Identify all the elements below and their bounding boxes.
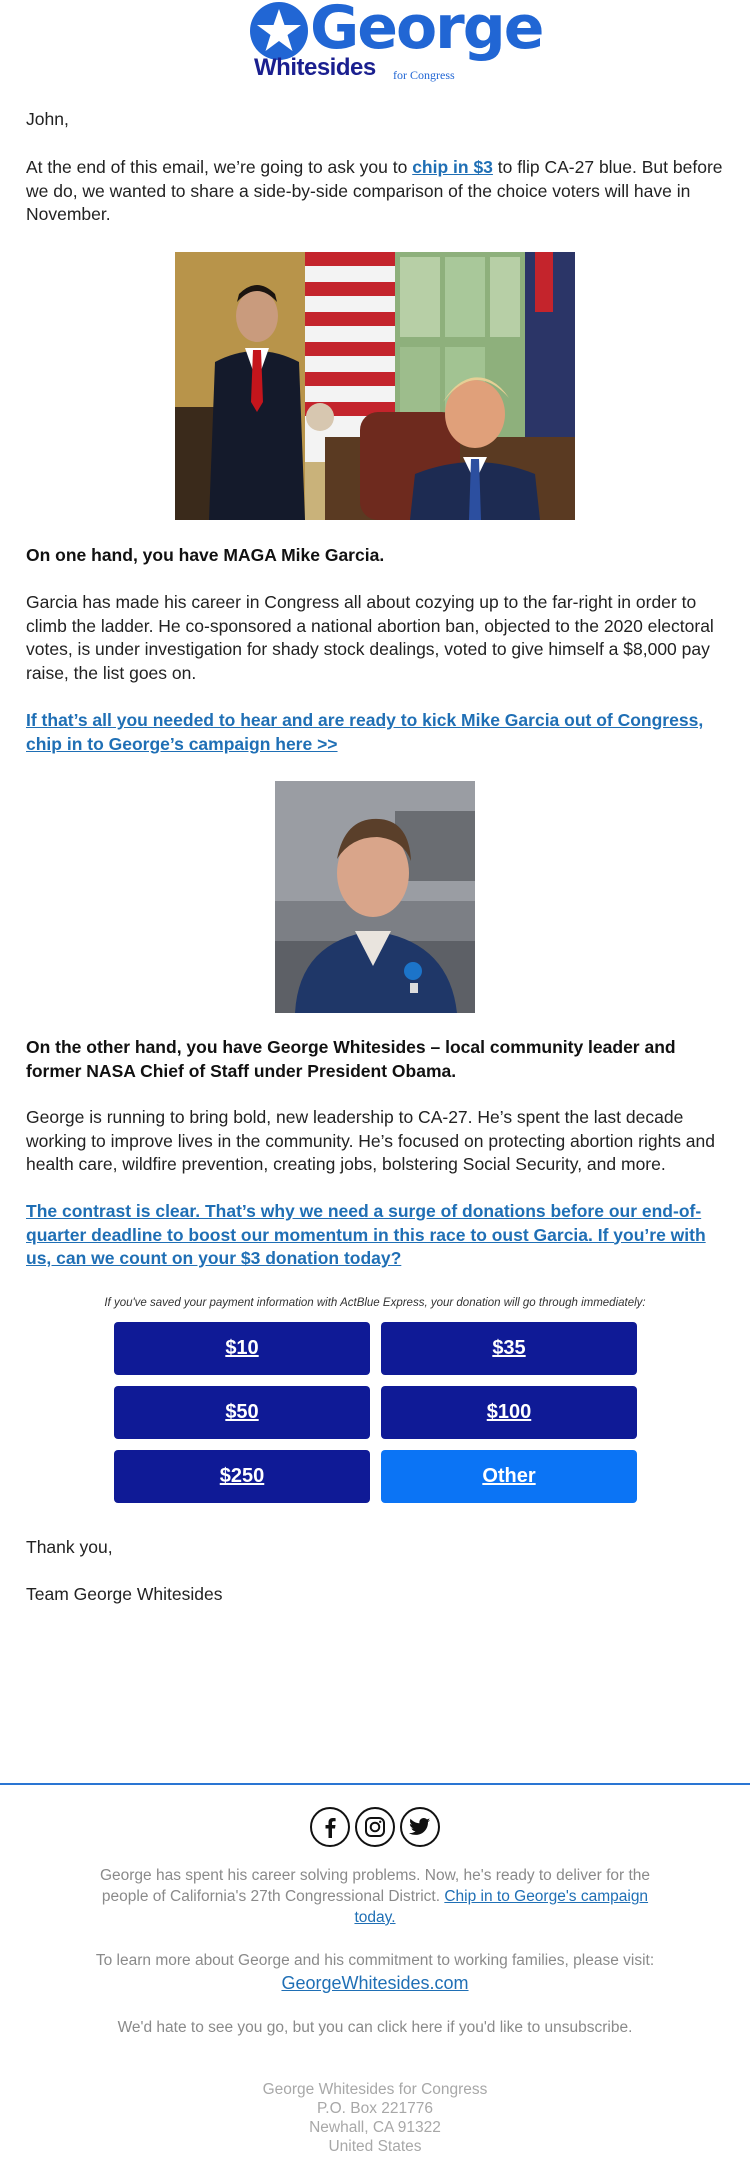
garcia-body: Garcia has made his career in Congress all about cozying up to the far-right in order to climb the ladder. He co-sponsored a national abortion ban, objected to the 2020 electoral votes, is under investigation for shady stock dealings, voted to give himself a $8,000 pay raise, the list goes on.: [26, 592, 714, 683]
address-org: George Whitesides for Congress: [262, 2081, 488, 2098]
george-heading: On the other hand, you have George Whitesides – local community leader and former NASA Chief of Staff under President Obama.: [26, 1037, 676, 1081]
twitter-icon[interactable]: [400, 1807, 440, 1847]
campaign-logo[interactable]: [248, 0, 543, 86]
donate-10-button[interactable]: $10: [114, 1322, 370, 1375]
logo-tagline: for Congress: [393, 68, 455, 82]
chip-in-link[interactable]: chip in $3: [412, 157, 493, 177]
facebook-icon[interactable]: [310, 1807, 350, 1847]
unsubscribe-text[interactable]: We'd hate to see you go, but you can click here if you'd like to unsubscribe.: [117, 2019, 633, 2036]
address-city: Newhall, CA 91322: [309, 2119, 441, 2136]
signature: Team George Whitesides: [26, 1584, 223, 1604]
logo-wordmark: [248, 0, 543, 63]
signoff: Thank you,: [26, 1537, 113, 1557]
star-icon: [248, 0, 310, 62]
greeting: John,: [26, 109, 69, 129]
garcia-trump-photo: [175, 252, 575, 520]
garcia-cta: [26, 709, 726, 756]
footer-chip-in-link[interactable]: Chip in to George's campaign today.: [354, 1888, 649, 1926]
website-link[interactable]: GeorgeWhitesides.com: [281, 1973, 469, 1993]
intro-text-before: At the end of this email, we’re going to ask you to: [26, 157, 413, 177]
logo-name: George: [310, 0, 543, 63]
garcia-heading: On one hand, you have MAGA Mike Garcia.: [26, 545, 385, 565]
footer-bio: [80, 1865, 670, 1928]
address-po-box: P.O. Box 221776: [316, 2100, 434, 2117]
donate-50-button[interactable]: $50: [114, 1386, 370, 1439]
footer-website: [80, 1971, 670, 1995]
donate-100-button[interactable]: $100: [381, 1386, 637, 1439]
george-portrait-photo: [275, 781, 475, 1013]
logo-surname: Whitesides: [254, 54, 376, 81]
footer-bio-text: George has spent his career solving problems. Now, he's ready to deliver for the people of California's 27th Congressional District.: [99, 1867, 651, 1905]
footer-divider: [0, 1783, 750, 1785]
intro-paragraph: [26, 156, 726, 227]
donate-other-button[interactable]: Other: [381, 1450, 637, 1503]
address-country: United States: [328, 2138, 422, 2155]
donate-35-button[interactable]: $35: [381, 1322, 637, 1375]
donate-250-button[interactable]: $250: [114, 1450, 370, 1503]
instagram-icon[interactable]: [355, 1807, 395, 1847]
george-body: George is running to bring bold, new leadership to CA-27. He’s spent the last decade working to improve lives in the community. He’s focused on protecting abortion rights and health care, wildfire prevention, creating jobs, bolstering Social Security, and more.: [26, 1107, 716, 1174]
footer-learn-more: To learn more about George and his commitment to working families, please visit:: [95, 1952, 655, 1969]
contrast-cta-link[interactable]: The contrast is clear. That’s why we need a surge of donations before our end-of-quarter deadline to boost our momentum in this race to oust Garcia. If you’re with us, can we count on your $3 donation today?: [26, 1201, 706, 1268]
intro-text-after: to flip CA-27 blue. But before we do, we wanted to share a side-by-side comparison of the choice voters will have in November.: [26, 157, 723, 224]
garcia-cta-link[interactable]: If that’s all you needed to hear and are ready to kick Mike Garcia out of Congress, chip in to George’s campaign here >>: [26, 710, 704, 754]
actblue-express-note: If you've saved your payment information with ActBlue Express, your donation will go through immediately:: [104, 1297, 646, 1309]
contrast-cta: [26, 1200, 726, 1271]
